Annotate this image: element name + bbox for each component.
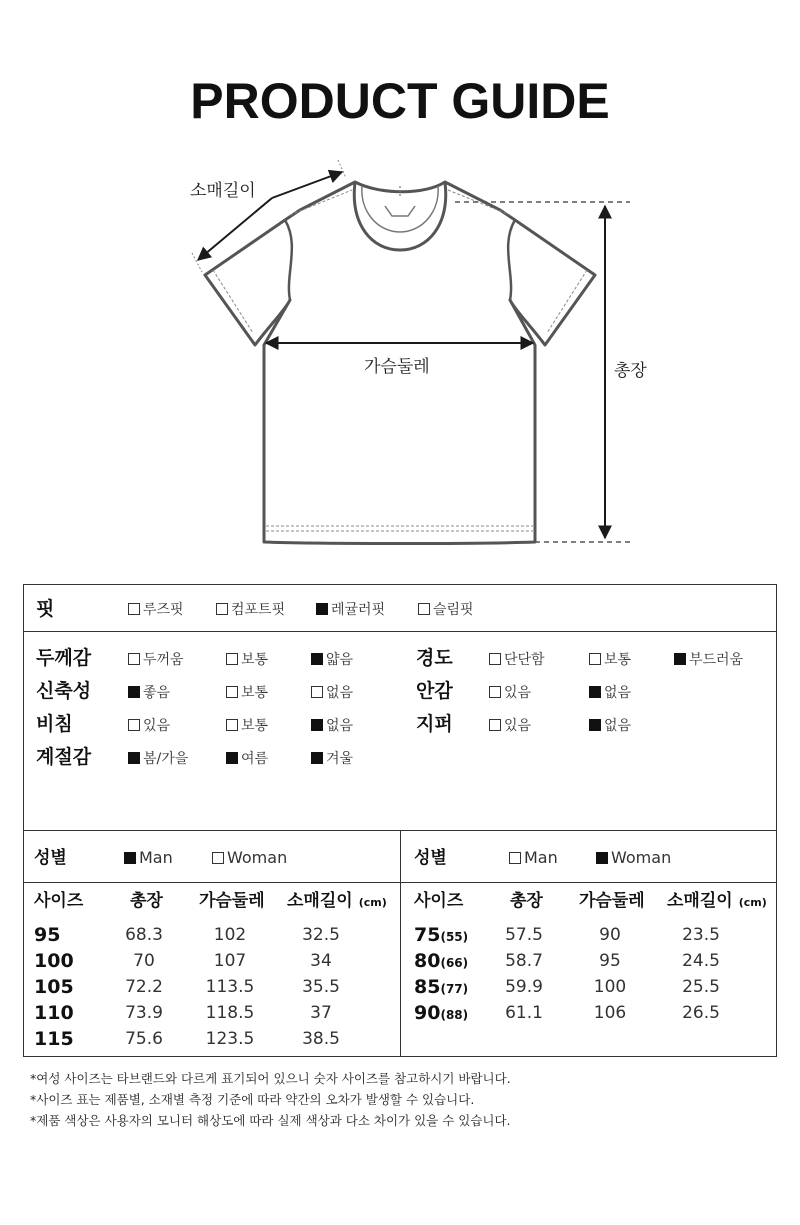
checkbox-empty-icon (509, 852, 521, 864)
table-cell: 102 (213, 925, 247, 945)
table-cell: 61.1 (505, 1003, 543, 1023)
divider (24, 631, 776, 632)
size-cell (34, 1029, 74, 1051)
option-label: 컴포트핏 (231, 602, 286, 618)
table-cell: 68.3 (125, 925, 163, 945)
size-cell (414, 1003, 468, 1025)
size-sub-value: (55) (440, 930, 469, 944)
option-item (489, 651, 545, 669)
table-cell: 38.5 (302, 1029, 340, 1049)
column-header-text: 소매길이 (287, 891, 353, 911)
option-item (589, 717, 631, 735)
checkbox-checked-icon (589, 719, 601, 731)
column-header-text: 총장 (130, 891, 163, 911)
column-header (130, 891, 163, 911)
gender-option (212, 849, 287, 867)
option-item (216, 601, 285, 619)
table-cell: 118.5 (205, 1003, 255, 1023)
option-item (311, 717, 353, 735)
table-cell: 70 (133, 951, 155, 971)
table-cell: 26.5 (682, 1003, 720, 1023)
option-label: 없음 (604, 685, 632, 701)
checkbox-empty-icon (226, 686, 238, 698)
option-label: 좋음 (143, 685, 171, 701)
checkbox-empty-icon (128, 653, 140, 665)
checkbox-empty-icon (128, 603, 140, 615)
option-item (226, 750, 268, 768)
option-label: 루즈핏 (143, 602, 184, 618)
column-header-text: 사이즈 (414, 891, 464, 911)
size-sub-value: (77) (440, 982, 469, 996)
checkbox-empty-icon (128, 719, 140, 731)
gender-option-label: Man (524, 848, 558, 867)
size-value: 85 (414, 976, 441, 998)
table-cell: 72.2 (125, 977, 163, 997)
fit-label: 핏 (36, 598, 55, 620)
column-header (287, 891, 387, 913)
size-value: 115 (34, 1028, 74, 1050)
column-header-text: 사이즈 (34, 891, 84, 911)
checkbox-checked-icon (128, 686, 140, 698)
checkbox-empty-icon (311, 686, 323, 698)
attribute-label: 계절감 (36, 746, 92, 768)
table-cell: 95 (599, 951, 621, 971)
option-label: 보통 (241, 652, 269, 668)
option-label: 봄/가을 (143, 751, 189, 767)
unit-label: (cm) (358, 896, 387, 909)
option-label: 레귤러핏 (331, 602, 386, 618)
checkbox-checked-icon (311, 752, 323, 764)
checkbox-empty-icon (418, 603, 430, 615)
column-header (414, 891, 463, 911)
table-cell: 23.5 (682, 925, 720, 945)
checkbox-empty-icon (489, 653, 501, 665)
column-header (579, 891, 645, 911)
option-item (128, 684, 170, 702)
table-cell: 25.5 (682, 977, 720, 997)
column-header-text: 총장 (510, 891, 543, 911)
option-label: 보통 (241, 685, 269, 701)
checkbox-checked-icon (596, 852, 608, 864)
checkbox-empty-icon (226, 653, 238, 665)
column-header (667, 891, 767, 913)
option-label: 보통 (604, 652, 632, 668)
table-cell: 106 (593, 1003, 627, 1023)
column-header-text: 소매길이 (667, 891, 733, 911)
column-header (199, 891, 265, 911)
gender-label: 성별 (34, 848, 67, 868)
table-cell: 73.9 (125, 1003, 163, 1023)
size-value: 75 (414, 924, 441, 946)
table-cell: 107 (213, 951, 247, 971)
size-cell (34, 951, 74, 973)
total-length-label: 총장 (614, 361, 647, 381)
option-label: 부드러움 (689, 652, 744, 668)
checkbox-empty-icon (212, 852, 224, 864)
checkbox-empty-icon (226, 719, 238, 731)
note-line: *제품 색상은 사용자의 모니터 해상도에 따라 실제 색상과 다소 차이가 있을 수 있습니다. (30, 1113, 511, 1128)
size-sub-value: (66) (440, 956, 469, 970)
attribute-label: 신축성 (36, 680, 92, 702)
option-item (311, 684, 353, 702)
sleeve-length-label: 소매길이 (190, 181, 256, 201)
checkbox-empty-icon (489, 719, 501, 731)
checkbox-empty-icon (216, 603, 228, 615)
option-label: 보통 (241, 718, 269, 734)
size-cell (34, 977, 74, 999)
table-cell: 35.5 (302, 977, 340, 997)
table-cell: 100 (593, 977, 627, 997)
option-item (316, 601, 385, 619)
option-item (128, 601, 184, 619)
size-cell (34, 925, 60, 947)
option-item (489, 717, 531, 735)
option-label: 단단함 (504, 652, 545, 668)
attribute-label: 안감 (416, 680, 453, 702)
attribute-label: 지퍼 (416, 713, 453, 735)
table-cell: 59.9 (505, 977, 543, 997)
option-item (311, 750, 353, 768)
checkbox-checked-icon (124, 852, 136, 864)
size-cell (414, 977, 468, 999)
table-cell: 24.5 (682, 951, 720, 971)
option-item (128, 750, 188, 768)
checkbox-empty-icon (489, 686, 501, 698)
option-label: 겨울 (326, 751, 354, 767)
option-label: 두꺼움 (143, 652, 184, 668)
table-cell: 58.7 (505, 951, 543, 971)
table-cell: 113.5 (205, 977, 255, 997)
table-cell: 123.5 (205, 1029, 255, 1049)
tshirt-diagram (0, 150, 800, 560)
gender-label: 성별 (414, 848, 447, 868)
note-line: *사이즈 표는 제품별, 소재별 측정 기준에 따라 약간의 오차가 발생할 수 있습니다. (30, 1092, 475, 1107)
spec-sheet (23, 584, 777, 1057)
option-label: 얇음 (326, 652, 354, 668)
checkbox-checked-icon (128, 752, 140, 764)
size-cell (414, 951, 468, 973)
checkbox-empty-icon (589, 653, 601, 665)
option-item (226, 717, 268, 735)
column-header-text: 가슴둘레 (579, 891, 645, 911)
gender-option (596, 849, 671, 867)
divider (400, 830, 401, 1056)
attribute-label: 비침 (36, 713, 73, 735)
option-item (311, 651, 353, 669)
size-sub-value: (88) (440, 1008, 469, 1022)
table-cell: 90 (599, 925, 621, 945)
checkbox-checked-icon (311, 653, 323, 665)
option-label: 없음 (604, 718, 632, 734)
table-cell: 75.6 (125, 1029, 163, 1049)
checkbox-checked-icon (674, 653, 686, 665)
size-value: 110 (34, 1002, 74, 1024)
table-cell: 57.5 (505, 925, 543, 945)
attribute-label: 두께감 (36, 647, 92, 669)
size-value: 100 (34, 950, 74, 972)
attribute-label: 경도 (416, 647, 453, 669)
size-value: 95 (34, 924, 61, 946)
gender-option (509, 849, 558, 867)
size-cell (414, 925, 468, 947)
gender-option-label: Woman (227, 848, 288, 867)
option-label: 여름 (241, 751, 269, 767)
option-item (226, 651, 268, 669)
option-item (489, 684, 531, 702)
page-title: PRODUCT GUIDE (190, 73, 610, 129)
option-item (128, 717, 170, 735)
note-line: *여성 사이즈는 타브랜드와 다르게 표기되어 있으니 숫자 사이즈를 참고하시기 바랍니다. (30, 1071, 511, 1086)
option-label: 없음 (326, 685, 354, 701)
option-label: 있음 (504, 685, 532, 701)
unit-label: (cm) (738, 896, 767, 909)
option-item (589, 651, 631, 669)
option-item (128, 651, 184, 669)
option-item (674, 651, 743, 669)
checkbox-checked-icon (589, 686, 601, 698)
checkbox-checked-icon (226, 752, 238, 764)
table-cell: 34 (310, 951, 332, 971)
size-value: 80 (414, 950, 441, 972)
notes (30, 1068, 511, 1131)
option-label: 있음 (143, 718, 171, 734)
table-cell: 37 (310, 1003, 332, 1023)
chest-label: 가슴둘레 (364, 357, 430, 377)
checkbox-checked-icon (316, 603, 328, 615)
size-cell (34, 1003, 74, 1025)
option-label: 있음 (504, 718, 532, 734)
size-value: 90 (414, 1002, 441, 1024)
option-item (418, 601, 474, 619)
column-header (34, 891, 83, 911)
size-value: 105 (34, 976, 74, 998)
gender-option-label: Man (139, 848, 173, 867)
column-header-text: 가슴둘레 (199, 891, 265, 911)
column-header (510, 891, 543, 911)
option-label: 없음 (326, 718, 354, 734)
gender-option (124, 849, 173, 867)
checkbox-checked-icon (311, 719, 323, 731)
option-label: 슬림핏 (433, 602, 474, 618)
table-cell: 32.5 (302, 925, 340, 945)
option-item (226, 684, 268, 702)
gender-option-label: Woman (611, 848, 672, 867)
option-item (589, 684, 631, 702)
